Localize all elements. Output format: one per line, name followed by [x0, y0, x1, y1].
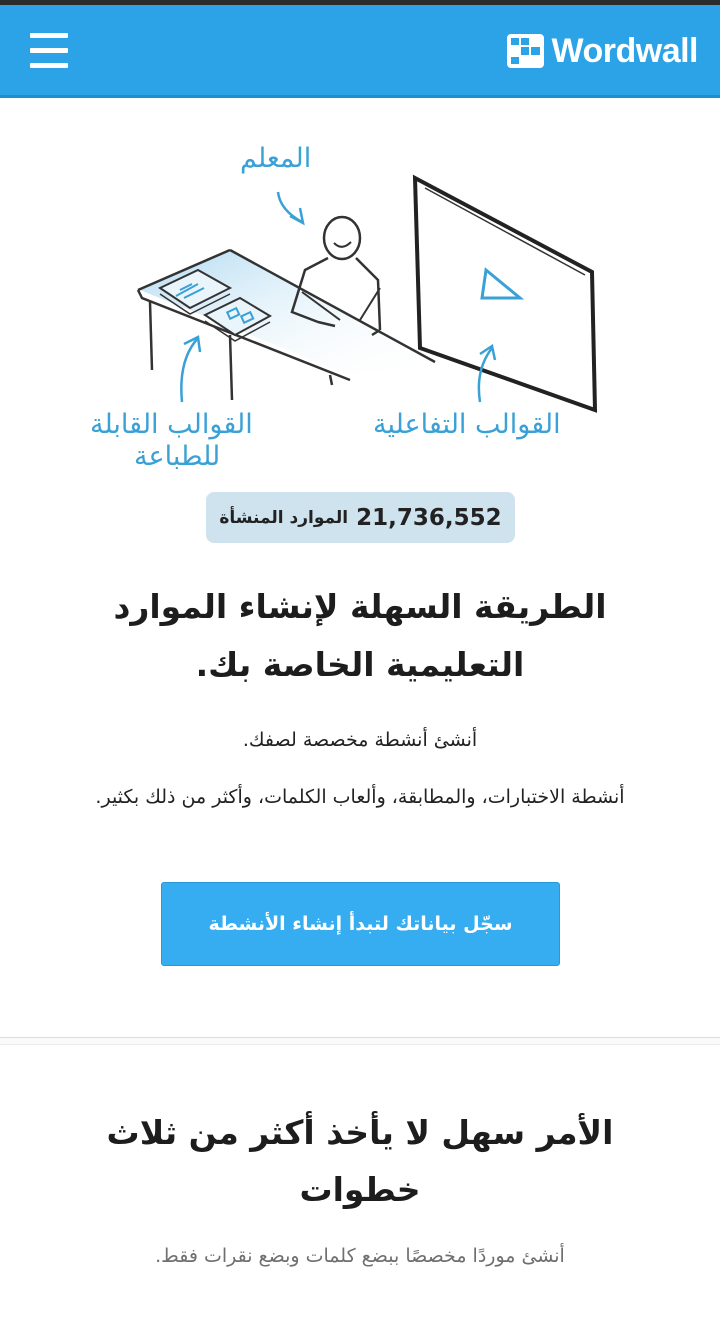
brand-name: Wordwall	[551, 32, 698, 70]
main-heading: الطريقة السهلة لإنشاء الموارد التعليمية الخاصة بك.	[113, 587, 607, 684]
resources-created-badge	[206, 492, 515, 543]
label-interactive: القوالب التفاعلية	[373, 409, 561, 440]
hero-illustration	[80, 130, 640, 480]
main-subtitle: أنشئ أنشطة مخصصة لصفك.	[242, 729, 478, 751]
steps-description: أنشئ موردًا مخصصًا ببضع كلمات وبضع نقرات فقط.	[155, 1245, 565, 1267]
label-printable-line2: للطباعة	[134, 441, 221, 472]
resources-count-label: الموارد المنشأة	[219, 507, 349, 528]
wordwall-logo-icon	[507, 34, 544, 68]
main-description: أنشطة الاختبارات، والمطابقة، وألعاب الكلمات، وأكثر من ذلك بكثير.	[95, 786, 625, 808]
top-navbar	[0, 5, 720, 98]
wordwall-logo[interactable]	[507, 33, 699, 69]
label-teacher: المعلم	[240, 143, 312, 174]
label-printable-line1: القوالب القابلة	[90, 409, 253, 440]
steps-heading: الأمر سهل لا يأخذ أكثر من ثلاث خطوات	[106, 1113, 614, 1209]
section-divider	[0, 1037, 720, 1045]
hamburger-menu-icon[interactable]	[30, 33, 68, 69]
signup-button[interactable]: سجّل بياناتك لتبدأ إنشاء الأنشطة	[161, 882, 560, 966]
resources-count: 21,736,552	[356, 504, 502, 531]
